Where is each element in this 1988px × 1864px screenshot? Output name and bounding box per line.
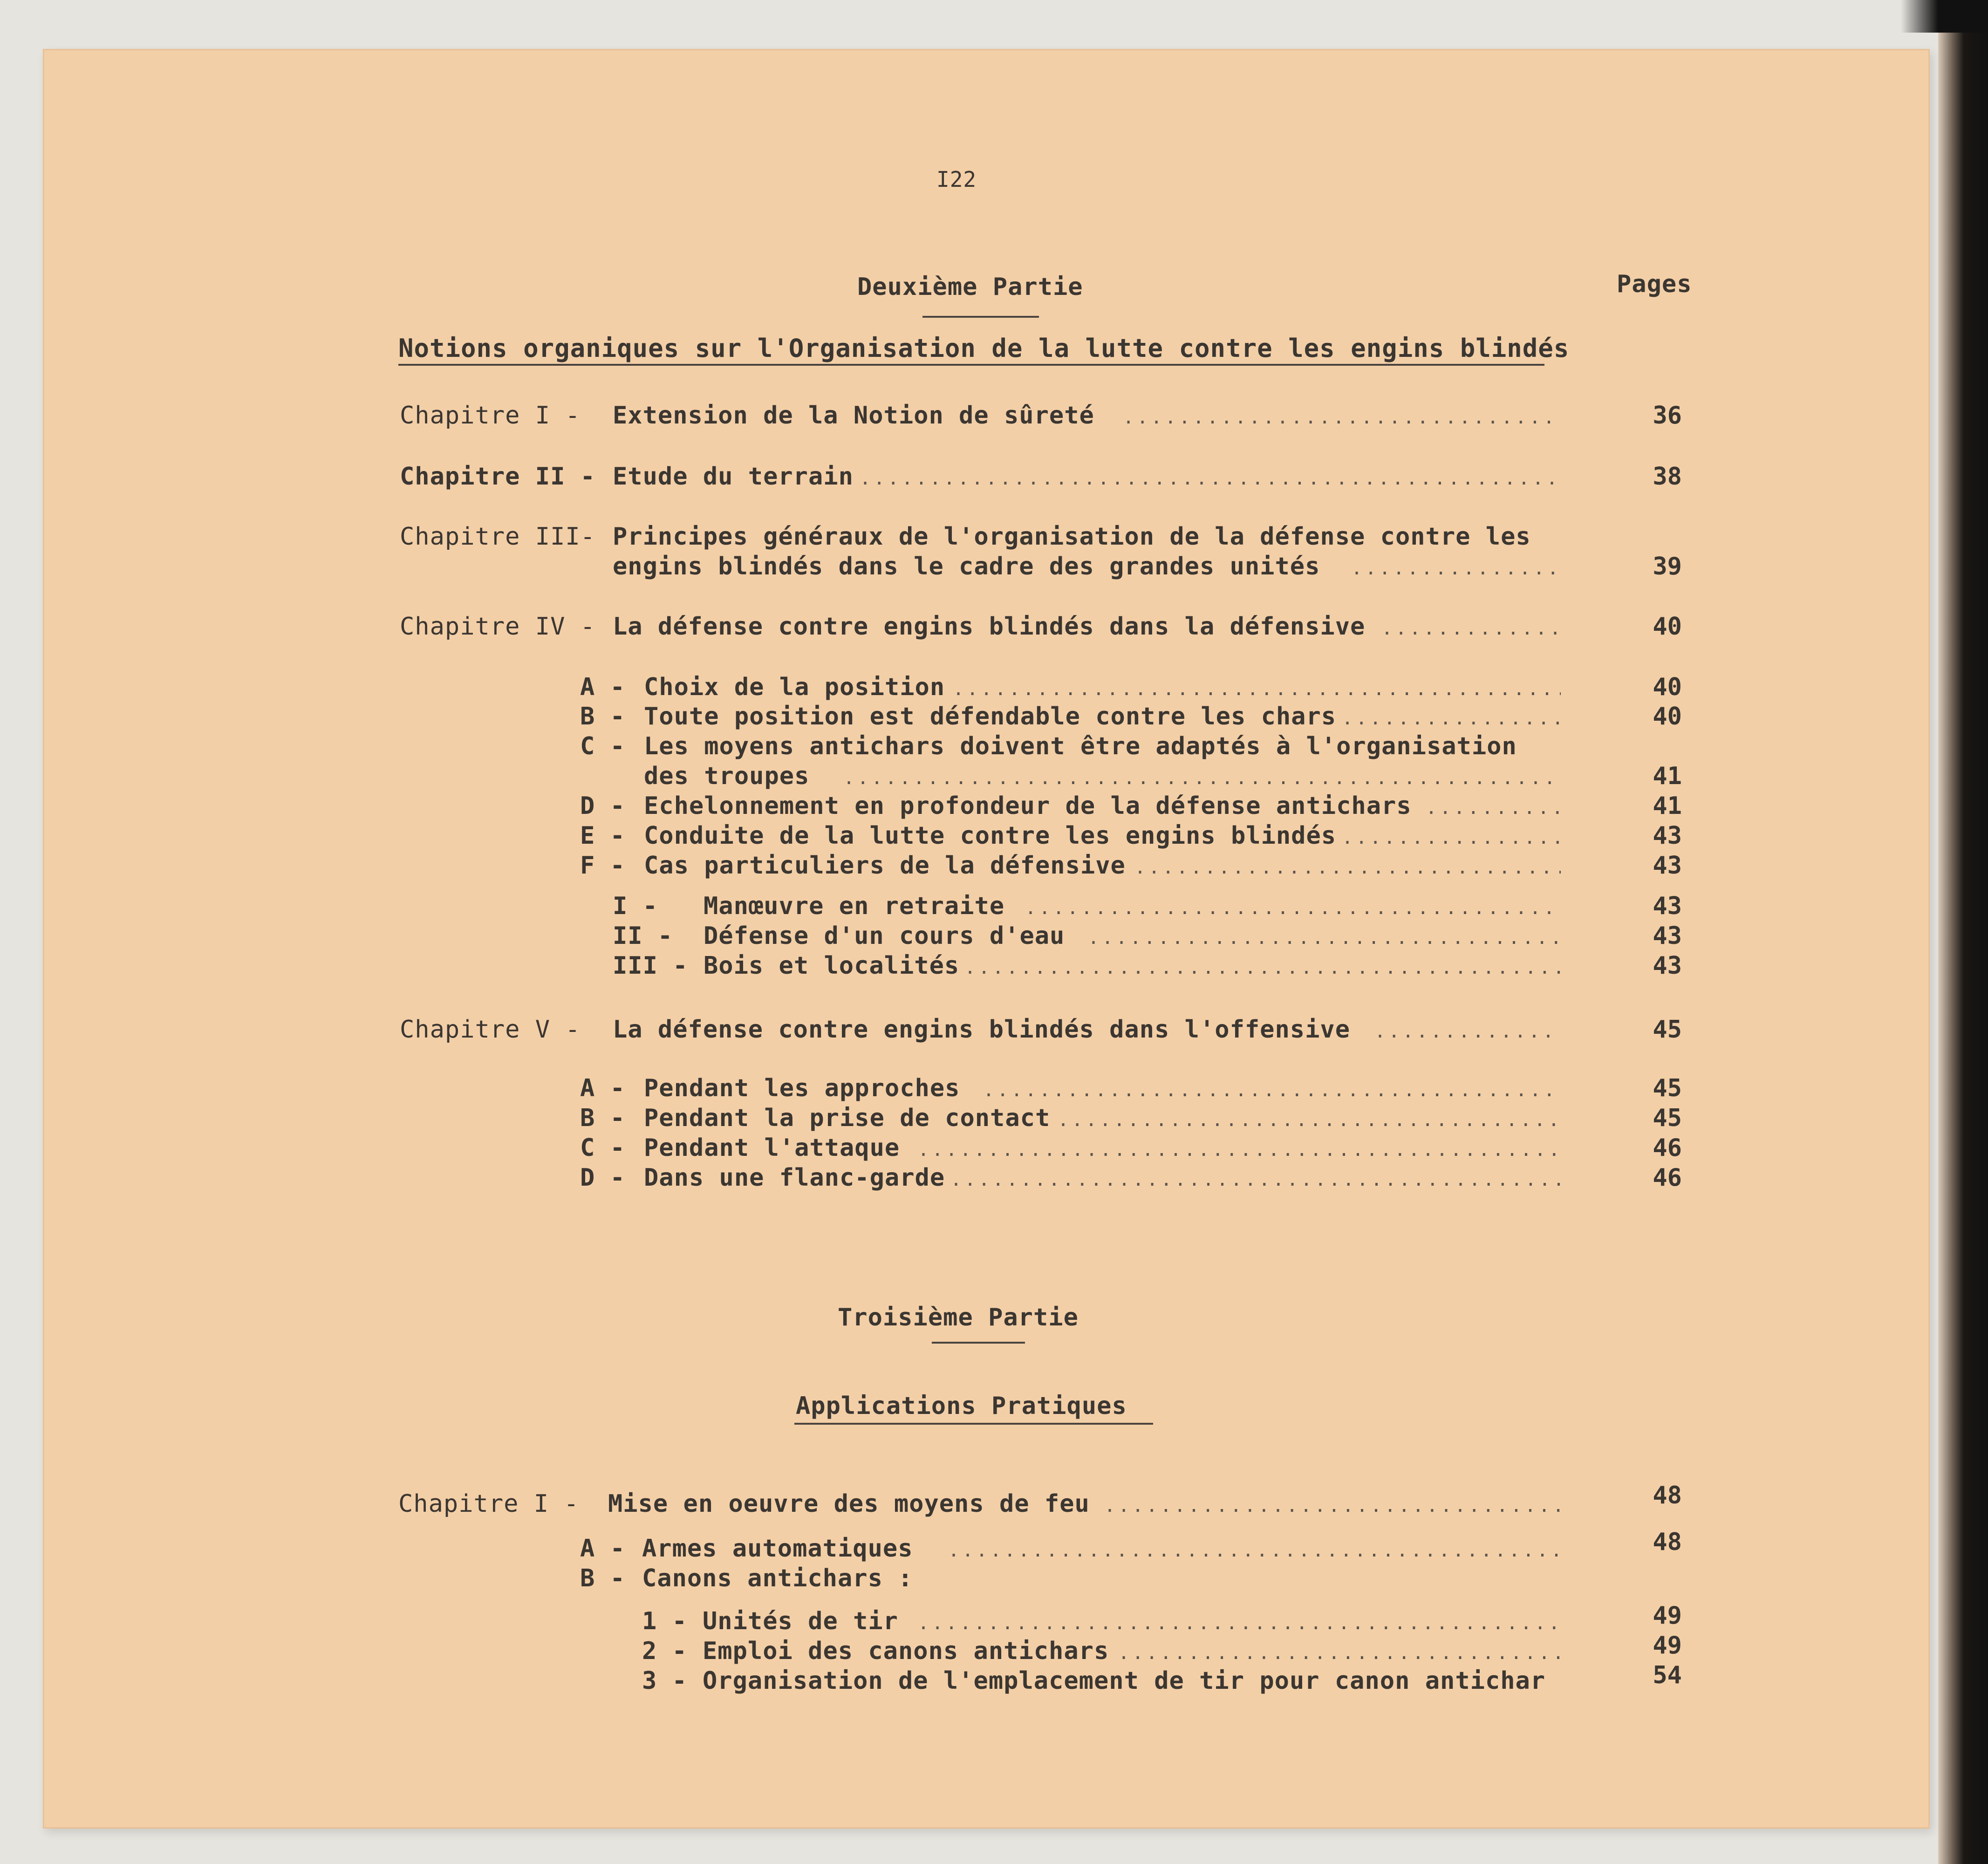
chapter-label: Chapitre III- <box>400 523 595 551</box>
part2-title-underline <box>922 316 1039 318</box>
section-title: Pendant l'attaque <box>644 1134 900 1162</box>
leader-dots <box>950 1166 1561 1194</box>
page-ref: 43 <box>1653 852 1682 880</box>
section-title: Echelonnement en profondeur de la défense antichars <box>644 792 1412 820</box>
leader-dots <box>1134 853 1561 881</box>
leader-dots <box>1088 924 1561 952</box>
part3-title: Troisième Partie <box>838 1304 1079 1331</box>
section-label: A - <box>580 1074 625 1102</box>
chapter-title: Mise en oeuvre des moyens de feu <box>608 1490 1090 1518</box>
page-ref: 49 <box>1653 1602 1682 1630</box>
section-title: Les moyens antichars doivent être adaptés à l'organisation <box>644 732 1517 760</box>
leader-dots <box>983 1076 1561 1104</box>
page-ref: 54 <box>1653 1661 1682 1689</box>
section-title: Conduite de la lutte contre les engins blindés <box>644 822 1337 850</box>
chapter-title: Principes généraux de l'organisation de la défense contre les <box>613 523 1531 551</box>
section-label: D - <box>580 792 625 820</box>
section-label: A - <box>580 673 625 701</box>
subsection-label: III - <box>613 952 688 980</box>
section-title: Pendant les approches <box>644 1074 960 1102</box>
subsection-label: II - <box>613 922 673 950</box>
section-title: Pendant la prise de contact <box>644 1104 1051 1132</box>
page-ref: 45 <box>1653 1074 1682 1102</box>
subsection-label: 3 - <box>642 1667 687 1695</box>
leader-dots <box>1025 894 1561 922</box>
page-ref: 45 <box>1653 1104 1682 1132</box>
part3-subtitle: Applications Pratiques <box>796 1392 1127 1420</box>
chapter-label: Chapitre I - <box>398 1490 579 1518</box>
leader-dots <box>843 764 1561 792</box>
page-ref: 43 <box>1653 922 1682 950</box>
chapter-label: Chapitre I - <box>400 402 581 430</box>
page-ref: 46 <box>1653 1134 1682 1162</box>
leader-dots <box>1381 615 1561 642</box>
chapter-label: Chapitre V - <box>400 1016 581 1044</box>
leader-dots <box>1374 1017 1561 1045</box>
pages-column-label: Pages <box>1617 270 1692 298</box>
section-title: Armes automatiques <box>642 1535 913 1563</box>
chapter-title: La défense contre engins blindés dans la défensive <box>613 613 1366 641</box>
chapter-title: Etude du terrain <box>613 463 854 491</box>
section-title: Canons antichars : <box>642 1564 913 1592</box>
leader-dots <box>1342 704 1561 732</box>
chapter-title-continued: engins blindés dans le cadre des grandes unités <box>613 553 1320 580</box>
page-ref: 49 <box>1653 1632 1682 1659</box>
subsection-title: Unités de tir <box>703 1607 898 1635</box>
leader-dots <box>1123 403 1561 431</box>
section-title: Choix de la position <box>644 673 945 701</box>
section-label: B - <box>580 1104 625 1132</box>
page-ref: 43 <box>1653 892 1682 920</box>
page-ref: 43 <box>1653 952 1682 980</box>
leader-dots <box>1342 824 1561 852</box>
page-ref: 48 <box>1653 1482 1682 1509</box>
section-label: D - <box>580 1164 625 1192</box>
chapter-label: Chapitre II - <box>400 463 595 491</box>
page-ref: 40 <box>1653 673 1682 701</box>
binding-spine <box>1938 0 1988 1864</box>
binding-corner <box>1901 0 1988 33</box>
subsection-label: 2 - <box>642 1637 687 1665</box>
page-ref: 48 <box>1653 1528 1682 1556</box>
section-label: C - <box>580 732 625 760</box>
subsection-label: I - <box>613 892 658 920</box>
leader-dots <box>1104 1492 1561 1520</box>
part3-title-underline <box>932 1342 1025 1344</box>
leader-dots <box>1058 1106 1561 1134</box>
section-label: C - <box>580 1134 625 1162</box>
subsection-title: Emploi des canons antichars <box>703 1637 1109 1665</box>
leader-dots <box>1351 554 1561 582</box>
section-label: E - <box>580 822 625 850</box>
leader-dots <box>953 675 1561 703</box>
section-label: A - <box>580 1535 625 1563</box>
page-ref: 36 <box>1653 402 1682 430</box>
subsection-label: 1 - <box>642 1607 687 1635</box>
section-title: Cas particuliers de la défensive <box>644 852 1126 880</box>
chapter-label: Chapitre IV - <box>400 613 595 641</box>
subsection-title: Bois et localités <box>704 952 960 980</box>
leader-dots <box>948 1536 1561 1564</box>
page-ref: 40 <box>1653 703 1682 731</box>
subsection-title: Défense d'un cours d'eau <box>704 922 1065 950</box>
page-ref: 38 <box>1653 463 1682 491</box>
page-ref: 43 <box>1653 822 1682 850</box>
chapter-title: Extension de la Notion de sûreté <box>613 402 1094 430</box>
chapter-title: La défense contre engins blindés dans l'offensive <box>613 1016 1351 1044</box>
section-label: B - <box>580 1564 625 1592</box>
leader-dots <box>1426 794 1561 822</box>
leader-dots <box>918 1136 1561 1164</box>
page-number: I22 <box>936 167 977 192</box>
page-ref: 41 <box>1653 792 1682 820</box>
part2-subtitle-underline <box>398 364 1544 366</box>
part3-subtitle-underline <box>794 1423 1153 1425</box>
section-title: Toute position est défendable contre les chars <box>644 703 1337 731</box>
page-ref: 45 <box>1653 1016 1682 1044</box>
section-label: B - <box>580 703 625 731</box>
page-ref: 41 <box>1653 762 1682 790</box>
section-title-continued: des troupes <box>644 762 810 790</box>
page-ref: 39 <box>1653 553 1682 580</box>
part2-subtitle: Notions organiques sur l'Organisation de la lutte contre les engins blindés <box>398 334 1570 363</box>
leader-dots <box>964 954 1561 982</box>
subsection-title: Organisation de l'emplacement de tir pour canon antichar <box>703 1667 1546 1695</box>
subsection-title: Manœuvre en retraite <box>704 892 1005 920</box>
section-title: Dans une flanc-garde <box>644 1164 945 1192</box>
leader-dots <box>860 464 1561 492</box>
part2-title: Deuxième Partie <box>857 273 1083 301</box>
page-ref: 40 <box>1653 613 1682 641</box>
section-label: F - <box>580 852 625 880</box>
page-ref: 46 <box>1653 1164 1682 1192</box>
leader-dots <box>918 1609 1561 1637</box>
leader-dots <box>1118 1639 1561 1667</box>
